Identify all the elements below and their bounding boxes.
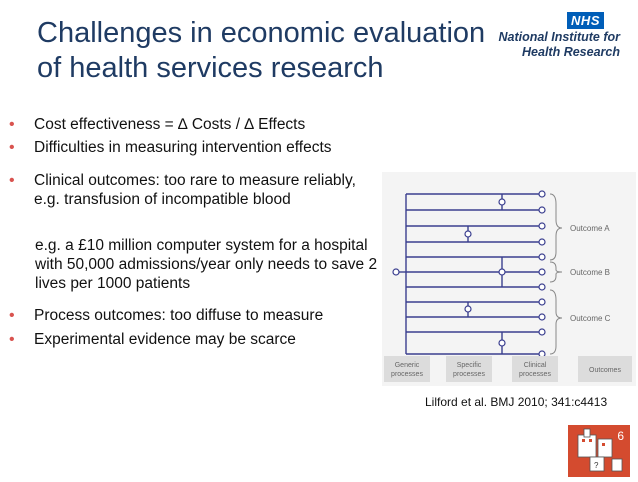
svg-text:?: ? xyxy=(594,461,599,470)
bullet-clinical-outcomes xyxy=(8,171,364,209)
bullet-dot-icon: • xyxy=(9,172,15,189)
citation: Lilford et al. BMJ 2010; 341:c4413 xyxy=(425,395,608,409)
hospital-icon xyxy=(568,425,630,477)
bullet-dot-icon: • xyxy=(9,139,15,156)
col-specific-line1: Specific xyxy=(456,362,482,369)
outcome-a-label: Outcome A xyxy=(570,224,610,233)
causal-chain-diagram xyxy=(382,172,636,386)
slide-title-line1: Challenges in economic evaluation xyxy=(37,17,486,49)
nihr-line1: National Institute for xyxy=(498,30,620,44)
page-number: 6 xyxy=(617,429,624,443)
bullet-text: Process outcomes: too diffuse to measure xyxy=(34,307,324,324)
col-outcomes: Outcomes xyxy=(589,367,621,374)
bullet-dot-icon: • xyxy=(9,116,15,133)
col-generic-line1: Generic xyxy=(394,362,420,369)
col-clinical-line1: Clinical xyxy=(523,362,547,369)
nihr-line2: Health Research xyxy=(522,45,620,59)
bullet-list-bottom xyxy=(8,306,388,354)
slide-title-line2: of health services research xyxy=(37,52,384,84)
bullet-list-top xyxy=(8,115,388,157)
col-generic-line2: processes xyxy=(391,371,423,378)
bullet-process-outcomes xyxy=(8,306,388,325)
bullet-cost-effectiveness xyxy=(8,115,388,134)
bullet-dot-icon: • xyxy=(9,307,15,324)
nhs-badge: NHS xyxy=(567,12,604,29)
slide-title xyxy=(37,16,507,86)
bullet-text: Experimental evidence may be scarce xyxy=(34,331,296,348)
nihr-text xyxy=(498,30,620,60)
bullet-dot-icon: • xyxy=(9,331,15,348)
bullet-text: Difficulties in measuring intervention effects xyxy=(34,139,332,156)
bullet-experimental-evidence xyxy=(8,330,388,349)
nihr-logo xyxy=(498,8,634,60)
bullet-list-clinical xyxy=(8,171,388,209)
bullet-difficulties xyxy=(8,138,388,157)
bullet-text: Clinical outcomes: too rare to measure reliably, e.g. transfusion of incompatible blood xyxy=(34,172,356,208)
col-clinical-line2: processes xyxy=(519,371,551,378)
outcome-c-label: Outcome C xyxy=(570,314,611,323)
outcome-b-label: Outcome B xyxy=(570,268,611,277)
col-specific-line2: processes xyxy=(453,371,485,378)
example-text: e.g. a £10 million computer system for a hospital with 50,000 admissions/year only needs to save 2 lives per 1000 patients xyxy=(35,237,378,292)
bullet-text: Cost effectiveness = ∆ Costs / ∆ Effects xyxy=(34,116,306,133)
